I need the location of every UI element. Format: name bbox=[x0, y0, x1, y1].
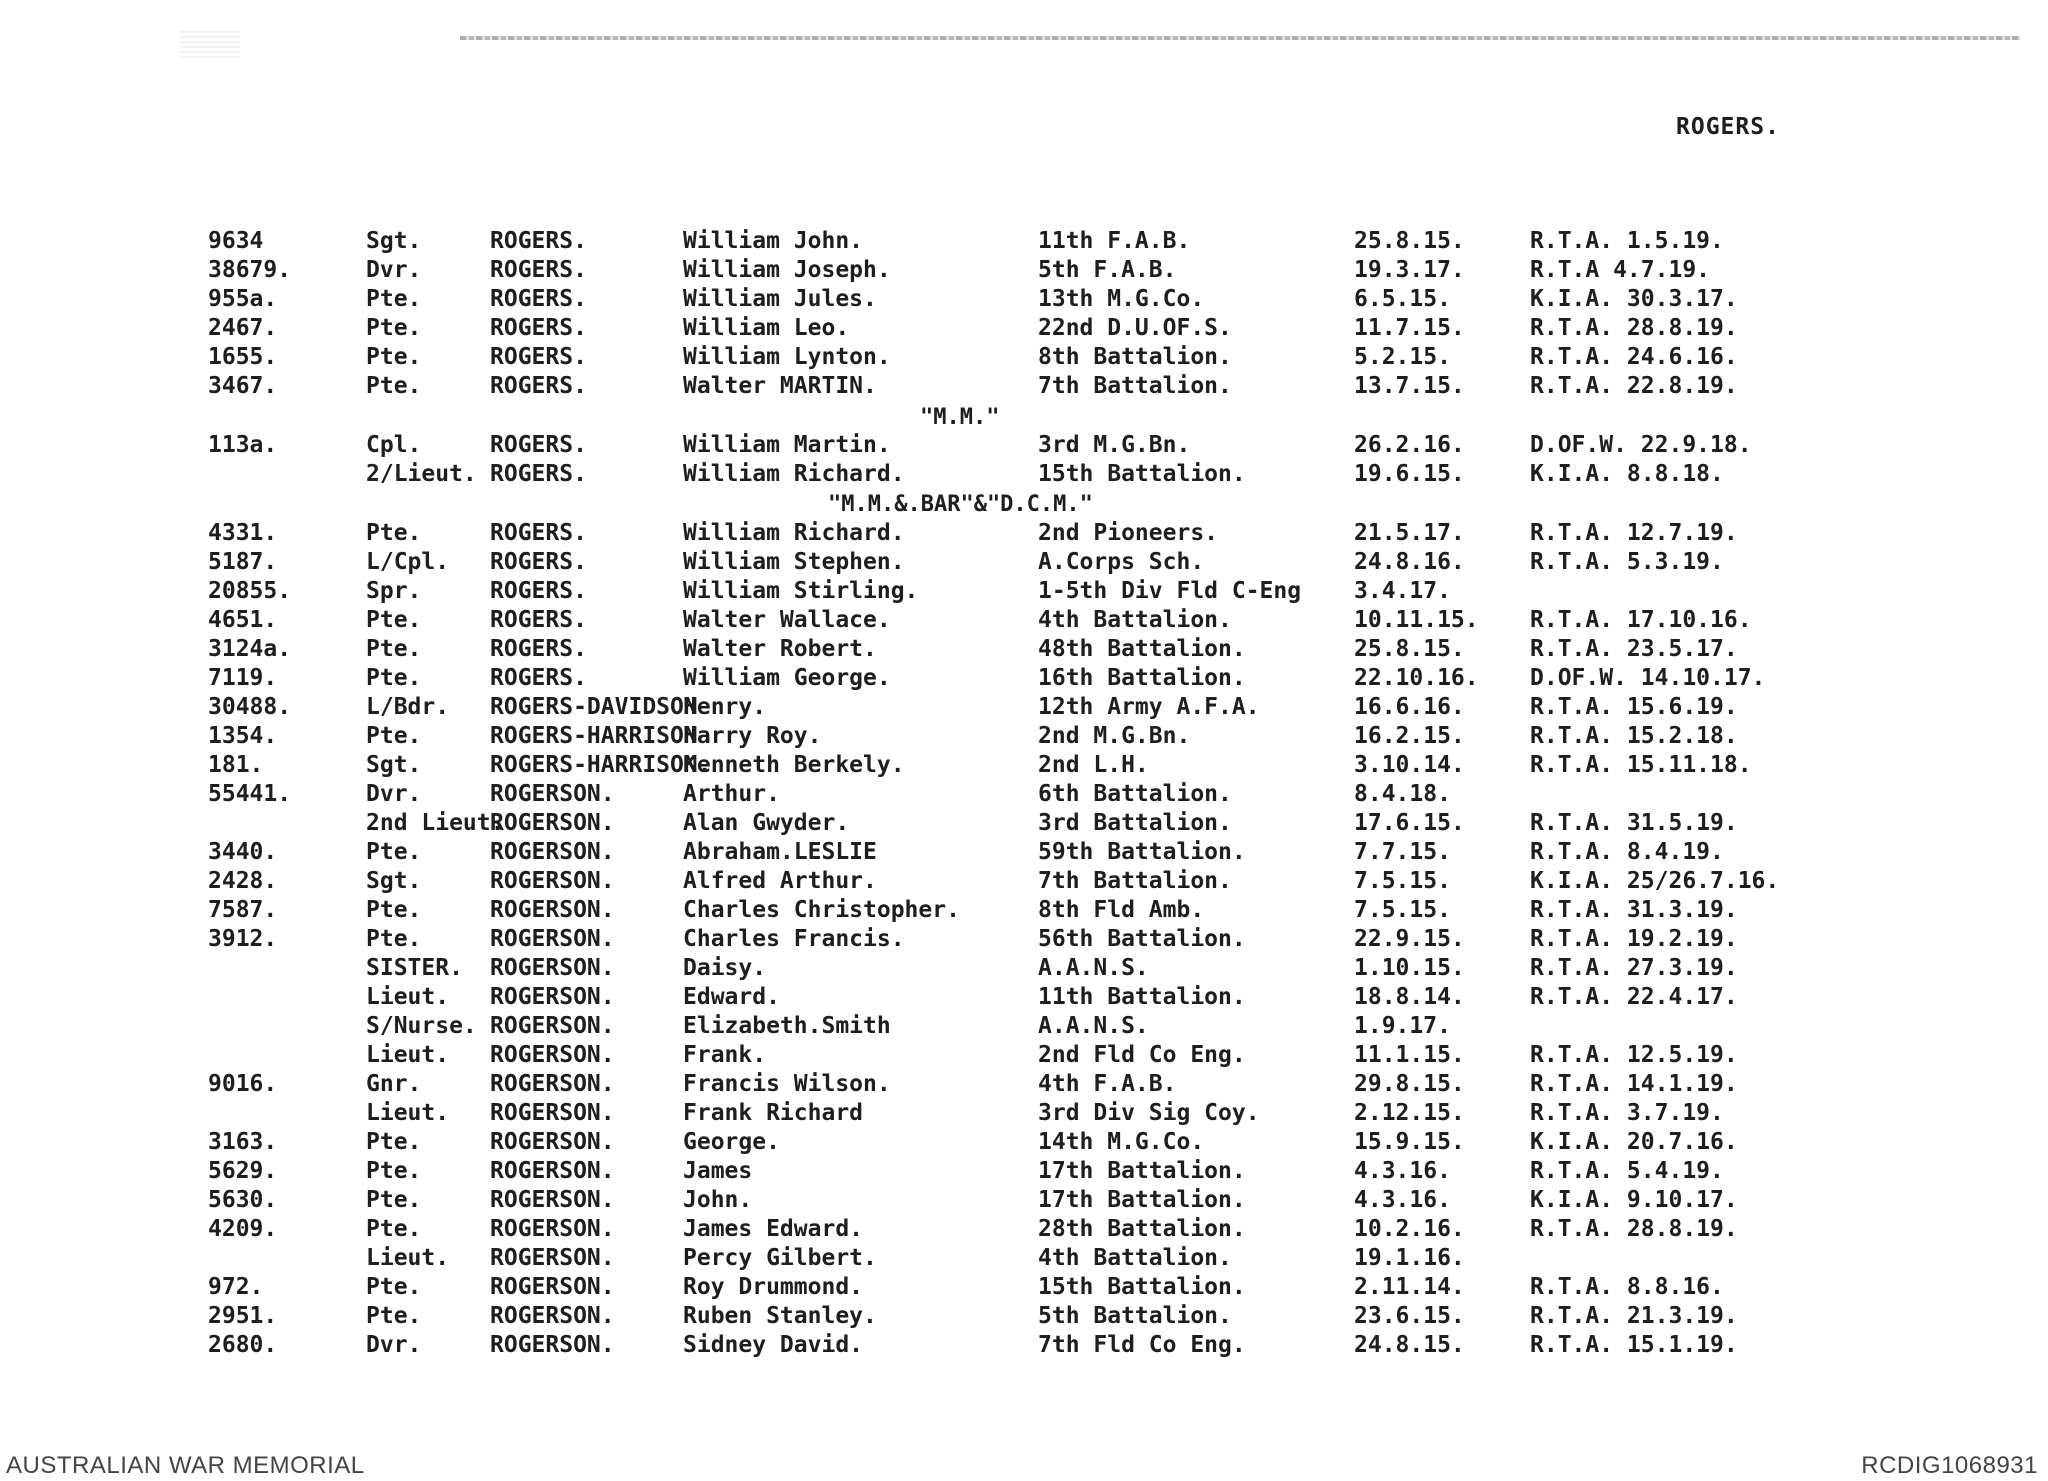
footer-record-id: RCDIG1068931 bbox=[1861, 1452, 2038, 1479]
entry-date: 18.8.14. bbox=[1354, 984, 1465, 1010]
entry-surname: ROGERSON. bbox=[490, 868, 615, 894]
entry-number: 7119. bbox=[208, 665, 278, 691]
entry-given: Abraham.LESLIE bbox=[683, 839, 877, 865]
entry-date: 7.5.15. bbox=[1354, 868, 1451, 894]
entry-number: 181. bbox=[208, 752, 264, 778]
entry-rank: Sgt. bbox=[366, 868, 422, 894]
entry-given: Kenneth Berkely. bbox=[683, 752, 905, 778]
entry-given: William Richard. bbox=[683, 461, 905, 487]
entry-date: 24.8.15. bbox=[1354, 1332, 1465, 1358]
entry-unit: 13th M.G.Co. bbox=[1038, 286, 1205, 312]
entry-date: 1.10.15. bbox=[1354, 955, 1465, 981]
entry-rank: Pte. bbox=[366, 723, 422, 749]
roll-entry bbox=[0, 810, 2048, 840]
entry-unit: 3rd Div Sig Coy. bbox=[1038, 1100, 1260, 1126]
entry-number: 2951. bbox=[208, 1303, 278, 1329]
entry-unit: 7th Fld Co Eng. bbox=[1038, 1332, 1246, 1358]
entry-given: Alan Gwyder. bbox=[683, 810, 850, 836]
entry-date: 5.2.15. bbox=[1354, 344, 1451, 370]
entry-unit: 5th Battalion. bbox=[1038, 1303, 1232, 1329]
entry-given: Walter Robert. bbox=[683, 636, 877, 662]
entry-fate: R.T.A. 1.5.19. bbox=[1530, 228, 1724, 254]
entry-date: 25.8.15. bbox=[1354, 636, 1465, 662]
entry-rank: Spr. bbox=[366, 578, 422, 604]
entry-surname: ROGERSON. bbox=[490, 1013, 615, 1039]
entry-fate: K.I.A. 8.8.18. bbox=[1530, 461, 1724, 487]
entry-unit: 2nd Fld Co Eng. bbox=[1038, 1042, 1246, 1068]
entry-number: 9016. bbox=[208, 1071, 278, 1097]
roll-entry bbox=[0, 1158, 2048, 1188]
entry-fate: R.T.A. 5.3.19. bbox=[1530, 549, 1724, 575]
entry-surname: ROGERSON. bbox=[490, 1332, 615, 1358]
entry-unit: 28th Battalion. bbox=[1038, 1216, 1246, 1242]
entry-rank: Pte. bbox=[366, 520, 422, 546]
entry-unit: 56th Battalion. bbox=[1038, 926, 1246, 952]
entry-given: Ruben Stanley. bbox=[683, 1303, 877, 1329]
entry-surname: ROGERS. bbox=[490, 520, 587, 546]
entry-given: Roy Drummond. bbox=[683, 1274, 864, 1300]
roll-entry bbox=[0, 665, 2048, 695]
entry-date: 11.1.15. bbox=[1354, 1042, 1465, 1068]
entry-given: Henry. bbox=[683, 694, 767, 720]
entry-rank: Lieut. bbox=[366, 1042, 450, 1068]
entry-number: 5630. bbox=[208, 1187, 278, 1213]
entry-fate: R.T.A. 22.8.19. bbox=[1530, 373, 1738, 399]
roll-entry bbox=[0, 1274, 2048, 1304]
entry-unit: 11th F.A.B. bbox=[1038, 228, 1191, 254]
entry-date: 22.10.16. bbox=[1354, 665, 1479, 691]
roll-entry bbox=[0, 723, 2048, 753]
entry-date: 22.9.15. bbox=[1354, 926, 1465, 952]
entry-surname: ROGERSON. bbox=[490, 1100, 615, 1126]
entry-surname: ROGERS. bbox=[490, 257, 587, 283]
entry-date: 7.7.15. bbox=[1354, 839, 1451, 865]
entry-rank: Gnr. bbox=[366, 1071, 422, 1097]
entry-given: James Edward. bbox=[683, 1216, 864, 1242]
entry-unit: 2nd M.G.Bn. bbox=[1038, 723, 1191, 749]
entry-given: William Lynton. bbox=[683, 344, 891, 370]
entry-rank: Pte. bbox=[366, 897, 422, 923]
entry-fate: R.T.A. 31.5.19. bbox=[1530, 810, 1738, 836]
entry-surname: ROGERSON. bbox=[490, 810, 615, 836]
entry-given: William Jules. bbox=[683, 286, 877, 312]
entry-fate: K.I.A. 25/26.7.16. bbox=[1530, 868, 1780, 894]
entry-surname: ROGERSON. bbox=[490, 984, 615, 1010]
entry-number: 113a. bbox=[208, 432, 278, 458]
entry-unit: 2nd Pioneers. bbox=[1038, 520, 1219, 546]
entry-number: 3467. bbox=[208, 373, 278, 399]
entry-number: 4209. bbox=[208, 1216, 278, 1242]
entry-fate: R.T.A. 14.1.19. bbox=[1530, 1071, 1738, 1097]
entry-date: 1.9.17. bbox=[1354, 1013, 1451, 1039]
roll-entry bbox=[0, 636, 2048, 666]
entry-unit: 3rd M.G.Bn. bbox=[1038, 432, 1191, 458]
entry-date: 26.2.16. bbox=[1354, 432, 1465, 458]
roll-entry bbox=[0, 286, 2048, 316]
entry-rank: Pte. bbox=[366, 315, 422, 341]
entry-number: 30488. bbox=[208, 694, 292, 720]
entry-given: Charles Christopher. bbox=[683, 897, 960, 923]
roll-entry bbox=[0, 578, 2048, 608]
entry-number: 1354. bbox=[208, 723, 278, 749]
entry-surname: ROGERSON. bbox=[490, 1042, 615, 1068]
entry-unit: 2nd L.H. bbox=[1038, 752, 1149, 778]
entry-number: 1655. bbox=[208, 344, 278, 370]
roll-entry bbox=[0, 432, 2048, 462]
roll-entry bbox=[0, 926, 2048, 956]
entry-rank: Pte. bbox=[366, 1158, 422, 1184]
roll-entry bbox=[0, 1187, 2048, 1217]
entry-surname: ROGERSON. bbox=[490, 1071, 615, 1097]
entry-unit: A.A.N.S. bbox=[1038, 955, 1149, 981]
entry-unit: 22nd D.U.OF.S. bbox=[1038, 315, 1232, 341]
entry-fate: R.T.A. 17.10.16. bbox=[1530, 607, 1752, 633]
roll-entry bbox=[0, 373, 2048, 403]
entry-given: George. bbox=[683, 1129, 780, 1155]
entry-number: 3912. bbox=[208, 926, 278, 952]
roll-entry bbox=[0, 549, 2048, 579]
entry-number: 4651. bbox=[208, 607, 278, 633]
scan-mark bbox=[180, 28, 240, 58]
entry-fate: R.T.A. 31.3.19. bbox=[1530, 897, 1738, 923]
entry-rank: Dvr. bbox=[366, 1332, 422, 1358]
entry-unit: 4th F.A.B. bbox=[1038, 1071, 1177, 1097]
entry-given: William Stephen. bbox=[683, 549, 905, 575]
entry-unit: 15th Battalion. bbox=[1038, 461, 1246, 487]
entry-date: 6.5.15. bbox=[1354, 286, 1451, 312]
entry-rank: Lieut. bbox=[366, 1245, 450, 1271]
roll-entry bbox=[0, 781, 2048, 811]
entry-fate: K.I.A. 30.3.17. bbox=[1530, 286, 1738, 312]
entry-fate: D.OF.W. 14.10.17. bbox=[1530, 665, 1766, 691]
entry-given: Elizabeth.Smith bbox=[683, 1013, 891, 1039]
entry-surname: ROGERSON. bbox=[490, 781, 615, 807]
entry-rank: Pte. bbox=[366, 1187, 422, 1213]
roll-entry bbox=[0, 984, 2048, 1014]
entry-number: 2680. bbox=[208, 1332, 278, 1358]
entry-rank: Lieut. bbox=[366, 1100, 450, 1126]
roll-entry bbox=[0, 752, 2048, 782]
award-note-mm-bar-dcm: "M.M.&.BAR"&"D.C.M." bbox=[828, 492, 1093, 517]
entry-surname: ROGERS-DAVIDSON bbox=[490, 694, 698, 720]
entry-fate: R.T.A. 12.5.19. bbox=[1530, 1042, 1738, 1068]
entry-rank: L/Bdr. bbox=[366, 694, 450, 720]
entry-surname: ROGERS. bbox=[490, 373, 587, 399]
entry-rank: Pte. bbox=[366, 926, 422, 952]
entry-number: 2428. bbox=[208, 868, 278, 894]
entry-given: William Leo. bbox=[683, 315, 850, 341]
scan-edge-line bbox=[460, 36, 2020, 40]
roll-entry bbox=[0, 694, 2048, 724]
entry-date: 11.7.15. bbox=[1354, 315, 1465, 341]
roll-entry bbox=[0, 461, 2048, 491]
footer-archive-name: AUSTRALIAN WAR MEMORIAL bbox=[6, 1452, 365, 1479]
entry-number: 55441. bbox=[208, 781, 292, 807]
entry-fate: R.T.A. 15.11.18. bbox=[1530, 752, 1752, 778]
entry-surname: ROGERSON. bbox=[490, 1216, 615, 1242]
entry-surname: ROGERSON. bbox=[490, 1245, 615, 1271]
entry-rank: Pte. bbox=[366, 373, 422, 399]
roll-entry bbox=[0, 1042, 2048, 1072]
entry-given: William Martin. bbox=[683, 432, 891, 458]
roll-entry bbox=[0, 955, 2048, 985]
entry-number: 5187. bbox=[208, 549, 278, 575]
roll-entry bbox=[0, 1303, 2048, 1333]
entry-date: 3.10.14. bbox=[1354, 752, 1465, 778]
entry-surname: ROGERS. bbox=[490, 607, 587, 633]
roll-entry bbox=[0, 1071, 2048, 1101]
entry-date: 23.6.15. bbox=[1354, 1303, 1465, 1329]
entry-date: 19.6.15. bbox=[1354, 461, 1465, 487]
entry-date: 24.8.16. bbox=[1354, 549, 1465, 575]
entry-date: 13.7.15. bbox=[1354, 373, 1465, 399]
roll-entry bbox=[0, 228, 2048, 258]
entry-rank: Pte. bbox=[366, 636, 422, 662]
entry-fate: R.T.A. 15.1.19. bbox=[1530, 1332, 1738, 1358]
entry-surname: ROGERSON. bbox=[490, 839, 615, 865]
entry-date: 16.6.16. bbox=[1354, 694, 1465, 720]
roll-entry bbox=[0, 897, 2048, 927]
entry-rank: 2/Lieut. bbox=[366, 461, 477, 487]
entry-number: 972. bbox=[208, 1274, 264, 1300]
entry-fate: R.T.A. 8.8.16. bbox=[1530, 1274, 1724, 1300]
entry-number: 20855. bbox=[208, 578, 292, 604]
entry-rank: Pte. bbox=[366, 839, 422, 865]
roll-entry bbox=[0, 315, 2048, 345]
entry-number: 9634 bbox=[208, 228, 264, 254]
entry-fate: R.T.A. 22.4.17. bbox=[1530, 984, 1738, 1010]
entry-fate: R.T.A. 27.3.19. bbox=[1530, 955, 1738, 981]
entry-given: William Joseph. bbox=[683, 257, 891, 283]
entry-unit: A.A.N.S. bbox=[1038, 1013, 1149, 1039]
entry-fate: R.T.A. 8.4.19. bbox=[1530, 839, 1724, 865]
entry-given: James bbox=[683, 1158, 753, 1184]
entry-given: Sidney David. bbox=[683, 1332, 864, 1358]
entry-date: 4.3.16. bbox=[1354, 1158, 1451, 1184]
entry-surname: ROGERSON. bbox=[490, 955, 615, 981]
roll-entry bbox=[0, 1332, 2048, 1362]
roll-entry bbox=[0, 257, 2048, 287]
entry-given: Frank. bbox=[683, 1042, 767, 1068]
entry-surname: ROGERS. bbox=[490, 578, 587, 604]
entry-given: Arthur. bbox=[683, 781, 780, 807]
entry-rank: Cpl. bbox=[366, 432, 422, 458]
entry-rank: Dvr. bbox=[366, 781, 422, 807]
entry-fate: K.I.A. 9.10.17. bbox=[1530, 1187, 1738, 1213]
entry-fate: R.T.A. 3.7.19. bbox=[1530, 1100, 1724, 1126]
entry-surname: ROGERSON. bbox=[490, 1158, 615, 1184]
entry-given: Edward. bbox=[683, 984, 780, 1010]
roll-entry bbox=[0, 1129, 2048, 1159]
entry-number: 38679. bbox=[208, 257, 292, 283]
entry-unit: 17th Battalion. bbox=[1038, 1158, 1246, 1184]
entry-unit: 17th Battalion. bbox=[1038, 1187, 1246, 1213]
entry-rank: SISTER. bbox=[366, 955, 463, 981]
entry-date: 2.11.14. bbox=[1354, 1274, 1465, 1300]
entry-surname: ROGERS. bbox=[490, 549, 587, 575]
entry-surname: ROGERS. bbox=[490, 432, 587, 458]
entry-unit: A.Corps Sch. bbox=[1038, 549, 1205, 575]
entry-given: Charles Francis. bbox=[683, 926, 905, 952]
entry-surname: ROGERS. bbox=[490, 461, 587, 487]
entry-fate: R.T.A. 15.2.18. bbox=[1530, 723, 1738, 749]
entry-given: William Stirling. bbox=[683, 578, 919, 604]
entry-rank: Pte. bbox=[366, 607, 422, 633]
entry-fate: R.T.A. 21.3.19. bbox=[1530, 1303, 1738, 1329]
entry-given: Walter Wallace. bbox=[683, 607, 891, 633]
entry-given: Daisy. bbox=[683, 955, 767, 981]
entry-given: Frank Richard bbox=[683, 1100, 864, 1126]
entry-rank: 2nd Lieut. bbox=[366, 810, 505, 836]
entry-date: 17.6.15. bbox=[1354, 810, 1465, 836]
entry-fate: R.T.A. 23.5.17. bbox=[1530, 636, 1738, 662]
entry-surname: ROGERS. bbox=[490, 228, 587, 254]
entry-date: 25.8.15. bbox=[1354, 228, 1465, 254]
roll-entry bbox=[0, 1100, 2048, 1130]
entry-unit: 16th Battalion. bbox=[1038, 665, 1246, 691]
entry-unit: 7th Battalion. bbox=[1038, 373, 1232, 399]
entry-date: 8.4.18. bbox=[1354, 781, 1451, 807]
entry-fate: D.OF.W. 22.9.18. bbox=[1530, 432, 1752, 458]
entry-given: William John. bbox=[683, 228, 864, 254]
entry-rank: Pte. bbox=[366, 1303, 422, 1329]
entry-surname: ROGERS. bbox=[490, 344, 587, 370]
entry-unit: 48th Battalion. bbox=[1038, 636, 1246, 662]
entry-given: Walter MARTIN. bbox=[683, 373, 877, 399]
roll-entry bbox=[0, 868, 2048, 898]
entry-fate: R.T.A. 5.4.19. bbox=[1530, 1158, 1724, 1184]
entry-given: Francis Wilson. bbox=[683, 1071, 891, 1097]
entry-unit: 15th Battalion. bbox=[1038, 1274, 1246, 1300]
entry-given: William Richard. bbox=[683, 520, 905, 546]
entry-rank: Pte. bbox=[366, 1274, 422, 1300]
entry-number: 2467. bbox=[208, 315, 278, 341]
entry-rank: Pte. bbox=[366, 344, 422, 370]
entry-given: John. bbox=[683, 1187, 753, 1213]
roll-entry bbox=[0, 344, 2048, 374]
entry-given: Harry Roy. bbox=[683, 723, 822, 749]
entry-date: 3.4.17. bbox=[1354, 578, 1451, 604]
roll-entry bbox=[0, 1013, 2048, 1043]
entry-fate: R.T.A. 15.6.19. bbox=[1530, 694, 1738, 720]
entry-unit: 4th Battalion. bbox=[1038, 607, 1232, 633]
entry-surname: ROGERS. bbox=[490, 636, 587, 662]
entry-date: 2.12.15. bbox=[1354, 1100, 1465, 1126]
entry-rank: Pte. bbox=[366, 1216, 422, 1242]
entry-number: 955a. bbox=[208, 286, 278, 312]
entry-rank: S/Nurse. bbox=[366, 1013, 477, 1039]
entry-date: 4.3.16. bbox=[1354, 1187, 1451, 1213]
entry-rank: Pte. bbox=[366, 286, 422, 312]
entry-rank: Sgt. bbox=[366, 752, 422, 778]
entry-rank: Pte. bbox=[366, 1129, 422, 1155]
entry-unit: 11th Battalion. bbox=[1038, 984, 1246, 1010]
entry-fate: R.T.A. 28.8.19. bbox=[1530, 315, 1738, 341]
entry-surname: ROGERS. bbox=[490, 286, 587, 312]
entry-rank: Sgt. bbox=[366, 228, 422, 254]
entry-given: Alfred Arthur. bbox=[683, 868, 877, 894]
entry-date: 21.5.17. bbox=[1354, 520, 1465, 546]
entry-rank: Lieut. bbox=[366, 984, 450, 1010]
entry-surname: ROGERSON. bbox=[490, 926, 615, 952]
entry-unit: 59th Battalion. bbox=[1038, 839, 1246, 865]
entry-surname: ROGERS-HARRISON. bbox=[490, 752, 712, 778]
entry-unit: 12th Army A.F.A. bbox=[1038, 694, 1260, 720]
entry-date: 19.1.16. bbox=[1354, 1245, 1465, 1271]
entry-date: 15.9.15. bbox=[1354, 1129, 1465, 1155]
entry-number: 5629. bbox=[208, 1158, 278, 1184]
entry-date: 10.11.15. bbox=[1354, 607, 1479, 633]
entry-fate: K.I.A. 20.7.16. bbox=[1530, 1129, 1738, 1155]
entry-date: 7.5.15. bbox=[1354, 897, 1451, 923]
entry-fate: R.T.A. 19.2.19. bbox=[1530, 926, 1738, 952]
entry-surname: ROGERS-HARRISON bbox=[490, 723, 698, 749]
page-header: ROGERS. bbox=[1676, 114, 1780, 140]
entry-fate: R.T.A. 12.7.19. bbox=[1530, 520, 1738, 546]
entry-date: 10.2.16. bbox=[1354, 1216, 1465, 1242]
entry-number: 4331. bbox=[208, 520, 278, 546]
entry-surname: ROGERSON. bbox=[490, 1274, 615, 1300]
entry-date: 29.8.15. bbox=[1354, 1071, 1465, 1097]
entry-surname: ROGERS. bbox=[490, 665, 587, 691]
entry-given: William George. bbox=[683, 665, 891, 691]
entry-number: 3440. bbox=[208, 839, 278, 865]
entry-surname: ROGERS. bbox=[490, 315, 587, 341]
entry-rank: Pte. bbox=[366, 665, 422, 691]
entry-number: 3163. bbox=[208, 1129, 278, 1155]
entry-rank: L/Cpl. bbox=[366, 549, 450, 575]
entry-unit: 1-5th Div Fld C-Eng bbox=[1038, 578, 1302, 604]
entry-unit: 5th F.A.B. bbox=[1038, 257, 1177, 283]
entry-surname: ROGERSON. bbox=[490, 1187, 615, 1213]
entry-date: 19.3.17. bbox=[1354, 257, 1465, 283]
entry-given: Percy Gilbert. bbox=[683, 1245, 877, 1271]
entry-unit: 7th Battalion. bbox=[1038, 868, 1232, 894]
entry-date: 16.2.15. bbox=[1354, 723, 1465, 749]
entry-fate: R.T.A. 28.8.19. bbox=[1530, 1216, 1738, 1242]
entry-unit: 4th Battalion. bbox=[1038, 1245, 1232, 1271]
roll-entry bbox=[0, 1245, 2048, 1275]
entry-unit: 14th M.G.Co. bbox=[1038, 1129, 1205, 1155]
roll-entry bbox=[0, 520, 2048, 550]
entry-fate: R.T.A. 24.6.16. bbox=[1530, 344, 1738, 370]
entry-surname: ROGERSON. bbox=[490, 1129, 615, 1155]
roll-entry bbox=[0, 1216, 2048, 1246]
roll-entry bbox=[0, 839, 2048, 869]
entry-number: 7587. bbox=[208, 897, 278, 923]
entry-unit: 6th Battalion. bbox=[1038, 781, 1232, 807]
entry-fate: R.T.A 4.7.19. bbox=[1530, 257, 1711, 283]
entry-number: 3124a. bbox=[208, 636, 292, 662]
entry-surname: ROGERSON. bbox=[490, 897, 615, 923]
roll-entry bbox=[0, 607, 2048, 637]
entry-surname: ROGERSON. bbox=[490, 1303, 615, 1329]
award-note-mm: "M.M." bbox=[920, 405, 1000, 430]
entry-unit: 3rd Battalion. bbox=[1038, 810, 1232, 836]
entry-rank: Dvr. bbox=[366, 257, 422, 283]
entry-unit: 8th Battalion. bbox=[1038, 344, 1232, 370]
entry-unit: 8th Fld Amb. bbox=[1038, 897, 1205, 923]
